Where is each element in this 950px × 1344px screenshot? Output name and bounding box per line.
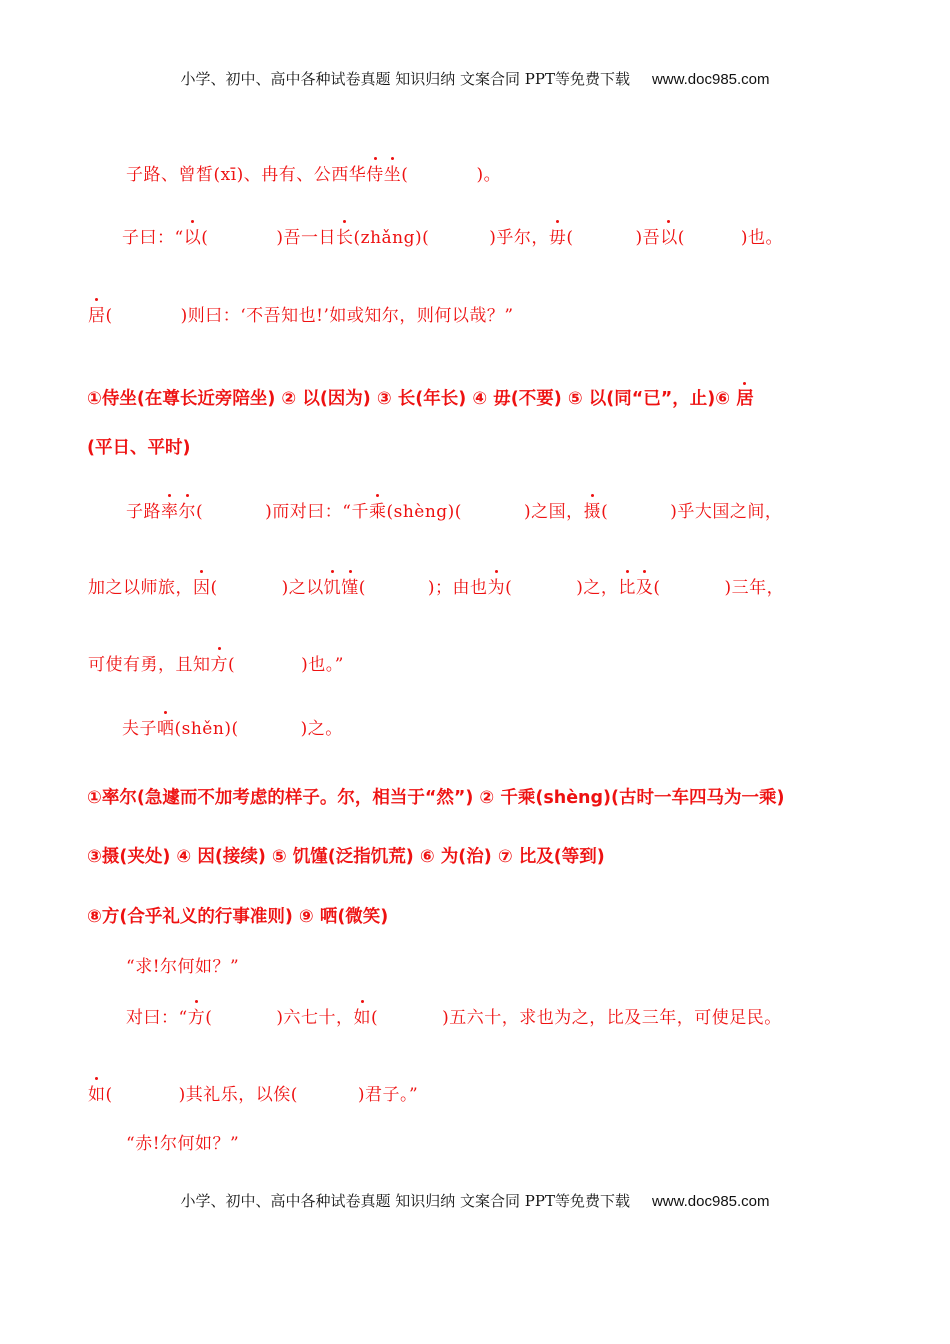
text-run: 对曰：“ (126, 1008, 188, 1028)
dotted-char: 尔 (179, 497, 197, 522)
question-line (126, 1003, 950, 1028)
question-line (88, 650, 950, 675)
text-run: )其礼乐，以俟( (178, 1085, 298, 1105)
text-run: 加之以师旅， (88, 578, 193, 598)
answer-text: ①侍坐(在尊长近旁陪坐) ② 以(因为) ③ 长(年长) ④ 毋(不要) ⑤ 以(同“已”，止)⑥ (87, 389, 737, 409)
text-run: )而对曰：“千 (265, 502, 369, 522)
text-run: )之以 (281, 578, 324, 598)
dotted-char: 为 (488, 573, 506, 598)
text-run: ( (370, 1008, 379, 1028)
dotted-char: 摄 (584, 497, 602, 522)
question-line (88, 301, 950, 326)
question-line (122, 223, 950, 248)
text-run: )三年， (724, 578, 785, 598)
dotted-char: 方 (188, 1003, 206, 1028)
text-run: )吾一日 (276, 228, 336, 248)
footer-site: www.doc985.com (651, 1193, 770, 1210)
text-run: ( (228, 655, 236, 675)
text-run: ( (358, 578, 366, 598)
text-run: ( (505, 578, 513, 598)
answer-line (87, 434, 950, 459)
text-run: ( (677, 228, 685, 248)
footer-text: 小学、初中、高中各种试卷真题 知识归纳 文案合同 PPT等免费下载 (180, 1192, 630, 1210)
dotted-char: 率 (161, 497, 179, 522)
page-header (0, 68, 950, 89)
text-run: ( (401, 165, 409, 185)
dotted-char: 以 (184, 223, 202, 248)
question-line (126, 1129, 950, 1154)
text-run: 夫子 (122, 719, 157, 739)
text-run: 子路 (126, 502, 161, 522)
question-line (126, 952, 950, 977)
dotted-char: 哂 (157, 714, 175, 739)
text-run: ( (601, 502, 609, 522)
text-run: ( (205, 1008, 213, 1028)
text-run: “求!尔何如？” (126, 957, 240, 977)
question-line (88, 573, 950, 598)
text-run: )也。 (740, 228, 783, 248)
text-run: )乎尔， (489, 228, 549, 248)
header-site: www.doc985.com (651, 71, 770, 88)
text-run: ( (201, 228, 209, 248)
answer-line (87, 843, 950, 868)
text-run: ( (566, 228, 574, 248)
header-text: 小学、初中、高中各种试卷真题 知识归纳 文案合同 PPT等免费下载 (180, 70, 630, 88)
text-run: )吾 (635, 228, 661, 248)
question-line (88, 1080, 950, 1105)
dotted-char: 居 (736, 385, 754, 410)
text-run: )。 (476, 165, 502, 185)
text-run: )之， (576, 578, 619, 598)
dotted-char: 乘 (369, 497, 387, 522)
text-run: )六七十， (276, 1008, 354, 1028)
dotted-char: 以 (660, 223, 678, 248)
text-run: ( (653, 578, 661, 598)
text-run: (shèng)( (386, 502, 462, 522)
dotted-char: 坐 (384, 160, 402, 185)
dotted-char: 长 (336, 223, 354, 248)
text-run: ( (210, 578, 218, 598)
answer-text: (平日、平时) (87, 438, 191, 458)
answer-line (87, 784, 950, 809)
dotted-char: 如 (88, 1080, 106, 1105)
text-run: )君子。” (357, 1085, 419, 1105)
text-run: )乎大国之间， (670, 502, 783, 522)
dotted-char: 方 (211, 650, 229, 675)
text-run: (shěn)( (174, 719, 239, 739)
text-run: )则曰：‘不吾知也!’如或知尔，则何以哉？” (180, 306, 514, 326)
dotted-char: 侍 (366, 160, 384, 185)
dotted-char: 及 (636, 573, 654, 598)
text-run: ( (105, 1085, 113, 1105)
text-run: )之。 (300, 719, 343, 739)
text-run: )也。” (301, 655, 344, 675)
dotted-char: 因 (193, 573, 211, 598)
answer-text: ③摄(夹处) ④ 因(接续) ⑤ 饥馑(泛指饥荒) ⑥ 为(治) ⑦ 比及(等到) (87, 847, 605, 867)
dotted-char: 毋 (549, 223, 567, 248)
dotted-char: 居 (88, 301, 106, 326)
text-run: “赤!尔何如？” (126, 1134, 240, 1154)
answer-text: ⑧方(合乎礼义的行事准则) ⑨ 哂(微笑) (87, 907, 389, 927)
text-run: 子路、曾皙(xī)、冉有、公西华 (126, 165, 367, 185)
question-line (122, 714, 950, 739)
page-footer (0, 1190, 950, 1211)
question-line (126, 160, 950, 185)
dotted-char: 馑 (341, 573, 359, 598)
text-run: ( (196, 502, 204, 522)
text-run: )；由也 (427, 578, 488, 598)
text-run: (zhǎng)( (353, 228, 430, 248)
question-line (126, 497, 950, 522)
text-run: )五六十，求也为之，比及三年，可使足民。 (442, 1008, 782, 1028)
answer-line (87, 903, 950, 928)
text-run: ( (105, 306, 113, 326)
answer-text: ①率尔(急遽而不加考虑的样子。尔，相当于“然”) ② 千乘(shèng)(古时一车四马为一乘) (87, 788, 785, 808)
dotted-char: 比 (618, 573, 636, 598)
text-run: 子曰：“ (122, 228, 184, 248)
text-run: )之国， (523, 502, 584, 522)
dotted-char: 如 (353, 1003, 371, 1028)
text-run: 可使有勇，且知 (88, 655, 211, 675)
dotted-char: 饥 (324, 573, 342, 598)
answer-line (87, 385, 950, 410)
